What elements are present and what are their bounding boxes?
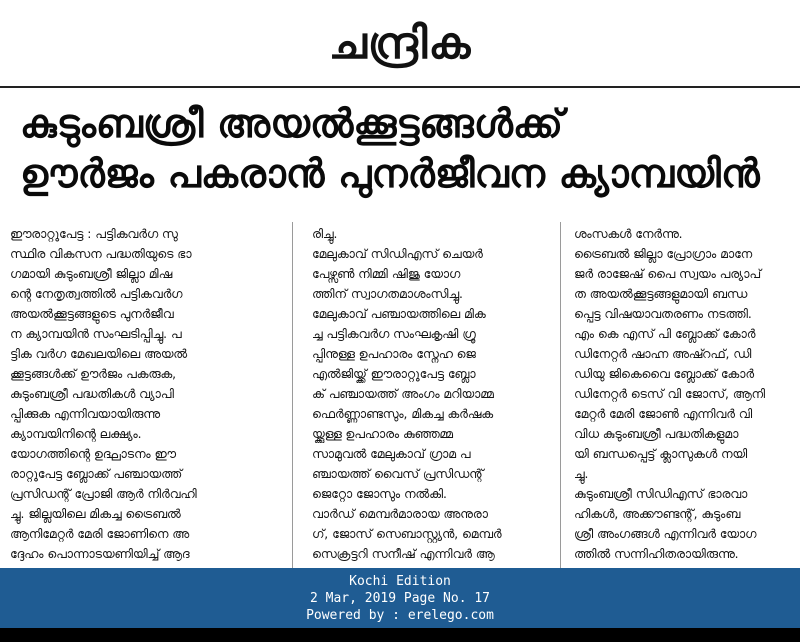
text-line: പ്പിക്കുക എന്നിവയായിരുന്നു — [10, 407, 160, 421]
text-line: ച്ചു. — [574, 467, 589, 481]
text-line: ദ്ദേഹം പൊന്നാടയണിയിച്ച് ആദ — [10, 547, 190, 561]
text-line: ഡിനേറ്റർ ടെസ് വി ജോസ്, ആനി — [574, 387, 766, 401]
text-line: അയൽക്കൂട്ടങ്ങളുടെ പുനർജീവ — [10, 307, 174, 321]
text-line: എം കെ എസ് പി ബ്ലോക്ക് കോർ — [574, 327, 756, 341]
text-line: ത്തിൽ സന്നിഹിതരായിരുന്നു. — [574, 547, 739, 561]
text-line: ഗമായി കുടുംബശ്രീ ജില്ലാ മിഷ — [10, 267, 173, 281]
article-column-3 — [574, 224, 790, 568]
text-line: എൽജിയ്ക്ക് ഈരാറ്റുപേട്ട ബ്ലോ — [312, 367, 476, 381]
text-line: ഫെർണ്ണാണ്ടസും, മികച്ച കർഷക — [312, 407, 493, 421]
text-line: ക് പഞ്ചായത്ത് അംഗം മറിയാമ്മ — [312, 387, 494, 401]
text-line: ഈരാറ്റുപേട്ട : പട്ടികവർഗ സു — [10, 227, 178, 241]
text-line: യ്ക്കുള്ള ഉപഹാരം കുഞ്ഞമ്മ — [312, 427, 453, 441]
text-line: ത്തിന് സ്വാഗതമാശംസിച്ചു. — [312, 287, 463, 301]
text-line: ഡിനേറ്റർ ഷാഹ്ന അഷ്റഫ്, ഡി — [574, 347, 752, 361]
text-line: ച്ചു. ജില്ലയിലെ മികച്ച ട്രൈബൽ — [10, 507, 181, 521]
text-line: യോഗത്തിന്റെ ഉദ്ഘാടനം ഈ — [10, 447, 176, 461]
text-line: ട്രൈബൽ ജില്ലാ പ്രോഗ്രാം മാനേ — [574, 247, 753, 261]
text-line: ഹികൾ, അക്കൗണ്ടന്റ്, കുടുംബ — [574, 507, 741, 521]
text-line: രാറ്റുപേട്ട ബ്ലോക്ക് പഞ്ചായത്ത് — [10, 467, 182, 481]
text-line: ക്യാമ്പയിനിന്റെ ലക്ഷ്യം. — [10, 427, 142, 441]
article-body — [10, 224, 790, 568]
edition-footer — [0, 568, 800, 628]
text-line: ന്റെ നേതൃത്വത്തിൽ പട്ടികവർഗ — [10, 287, 183, 301]
text-line: വാർഡ് മെമ്പർമാരായ അനുരാ — [312, 507, 488, 521]
edition-name: Kochi Edition — [349, 574, 451, 589]
article-column-1 — [10, 224, 272, 568]
text-line: ശ്രീ അംഗങ്ങൾ എന്നിവർ യോഗ — [574, 527, 757, 541]
text-line: ഞ്ചായത്ത് വൈസ് പ്രസിഡന്റ് — [312, 467, 484, 481]
newspaper-logo: ചന്ദ്രിക — [328, 17, 472, 69]
text-line: കുടുംബശ്രീ പദ്ധതികൾ വ്യാപി — [10, 387, 174, 401]
text-line: ച്ച പട്ടികവർഗ സംഘകൃഷി ഗ്രൂ — [312, 327, 476, 341]
text-line: സ്ഥിര വികസന പദ്ധതിയുടെ ഭാ — [10, 247, 192, 261]
text-line: ജെറ്റോ ജോസും നൽകി. — [312, 487, 447, 501]
text-line: സെക്രട്ടറി സനീഷ് എന്നിവർ ആ — [312, 547, 495, 561]
text-line: രിച്ചു. — [312, 227, 338, 241]
masthead-divider — [0, 86, 800, 88]
powered-by-link[interactable]: Powered by : erelego.com — [306, 608, 494, 623]
headline — [20, 100, 780, 200]
text-line: ത അയൽക്കൂട്ടങ്ങളുമായി ബന്ധ — [574, 287, 748, 301]
text-line: മേലുകാവ് സിഡിഎസ് ചെയർ — [312, 247, 483, 261]
text-line: പേഴ്സൺ നിമ്മി ഷിജു യോഗ — [312, 267, 461, 281]
headline-line-2: ഊർജം പകരാൻ പുനർജീവന ക്യാമ്പയിൻ — [20, 152, 760, 197]
text-line: ട്ടിക വർഗ മേഖലയിലെ അയൽ — [10, 347, 187, 361]
edition-date-page: 2 Mar, 2019 Page No. 17 — [309, 591, 490, 606]
text-line: മേലുകാവ് പഞ്ചായത്തിലെ മിക — [312, 307, 486, 321]
text-line: ഡിയു ജികെവൈ ബ്ലോക്ക് കോർ — [574, 367, 754, 381]
text-line: പ്രസിഡന്റ് പ്രോജി ആർ നിർവഹി — [10, 487, 197, 501]
text-line: പ്പിനുള്ള ഉപഹാരം സ്നേഹ ജെ — [312, 347, 476, 361]
text-line: ജർ രാജേഷ് പൈ സ്വയം പര്യാപ് — [574, 267, 761, 281]
text-line: ഗ്, ജോസ് സെബാസ്റ്റ്യൻ, മെമ്പർ — [312, 527, 502, 541]
text-line: യി ബന്ധപ്പെട്ട് ക്ലാസുകൾ നയി — [574, 447, 748, 461]
text-line: സാമുവൽ മേലുകാവ് ഗ്രാമ പ — [312, 447, 471, 461]
bottom-bar — [0, 628, 800, 642]
text-line: മേറ്റർ മേരി ജോൺ എന്നിവർ വി — [574, 407, 753, 421]
text-line: ശംസകൾ നേർന്നു. — [574, 227, 683, 241]
text-line: കുടുംബശ്രീ സിഡിഎസ് ഭാരവാ — [574, 487, 748, 501]
headline-line-1: കുടുംബശ്രീ അയൽക്കൂട്ടങ്ങൾക്ക് — [20, 102, 563, 147]
text-line: ആനിമേറ്റർ മേരി ജോണിനെ അ — [10, 527, 189, 541]
text-line: വിധ കുടുംബശ്രീ പദ്ധതികളുമാ — [574, 427, 739, 441]
article-column-2 — [312, 224, 552, 568]
text-line: ക്കൂട്ടങ്ങൾക്ക് ഊർജം പകരുക, — [10, 367, 177, 381]
text-line: ന ക്യാമ്പയിൻ സംഘടിപ്പിച്ചു. പ — [10, 327, 182, 341]
text-line: പ്പെട്ട വിഷയാവതരണം നടത്തി. — [574, 307, 752, 321]
masthead — [0, 0, 800, 86]
